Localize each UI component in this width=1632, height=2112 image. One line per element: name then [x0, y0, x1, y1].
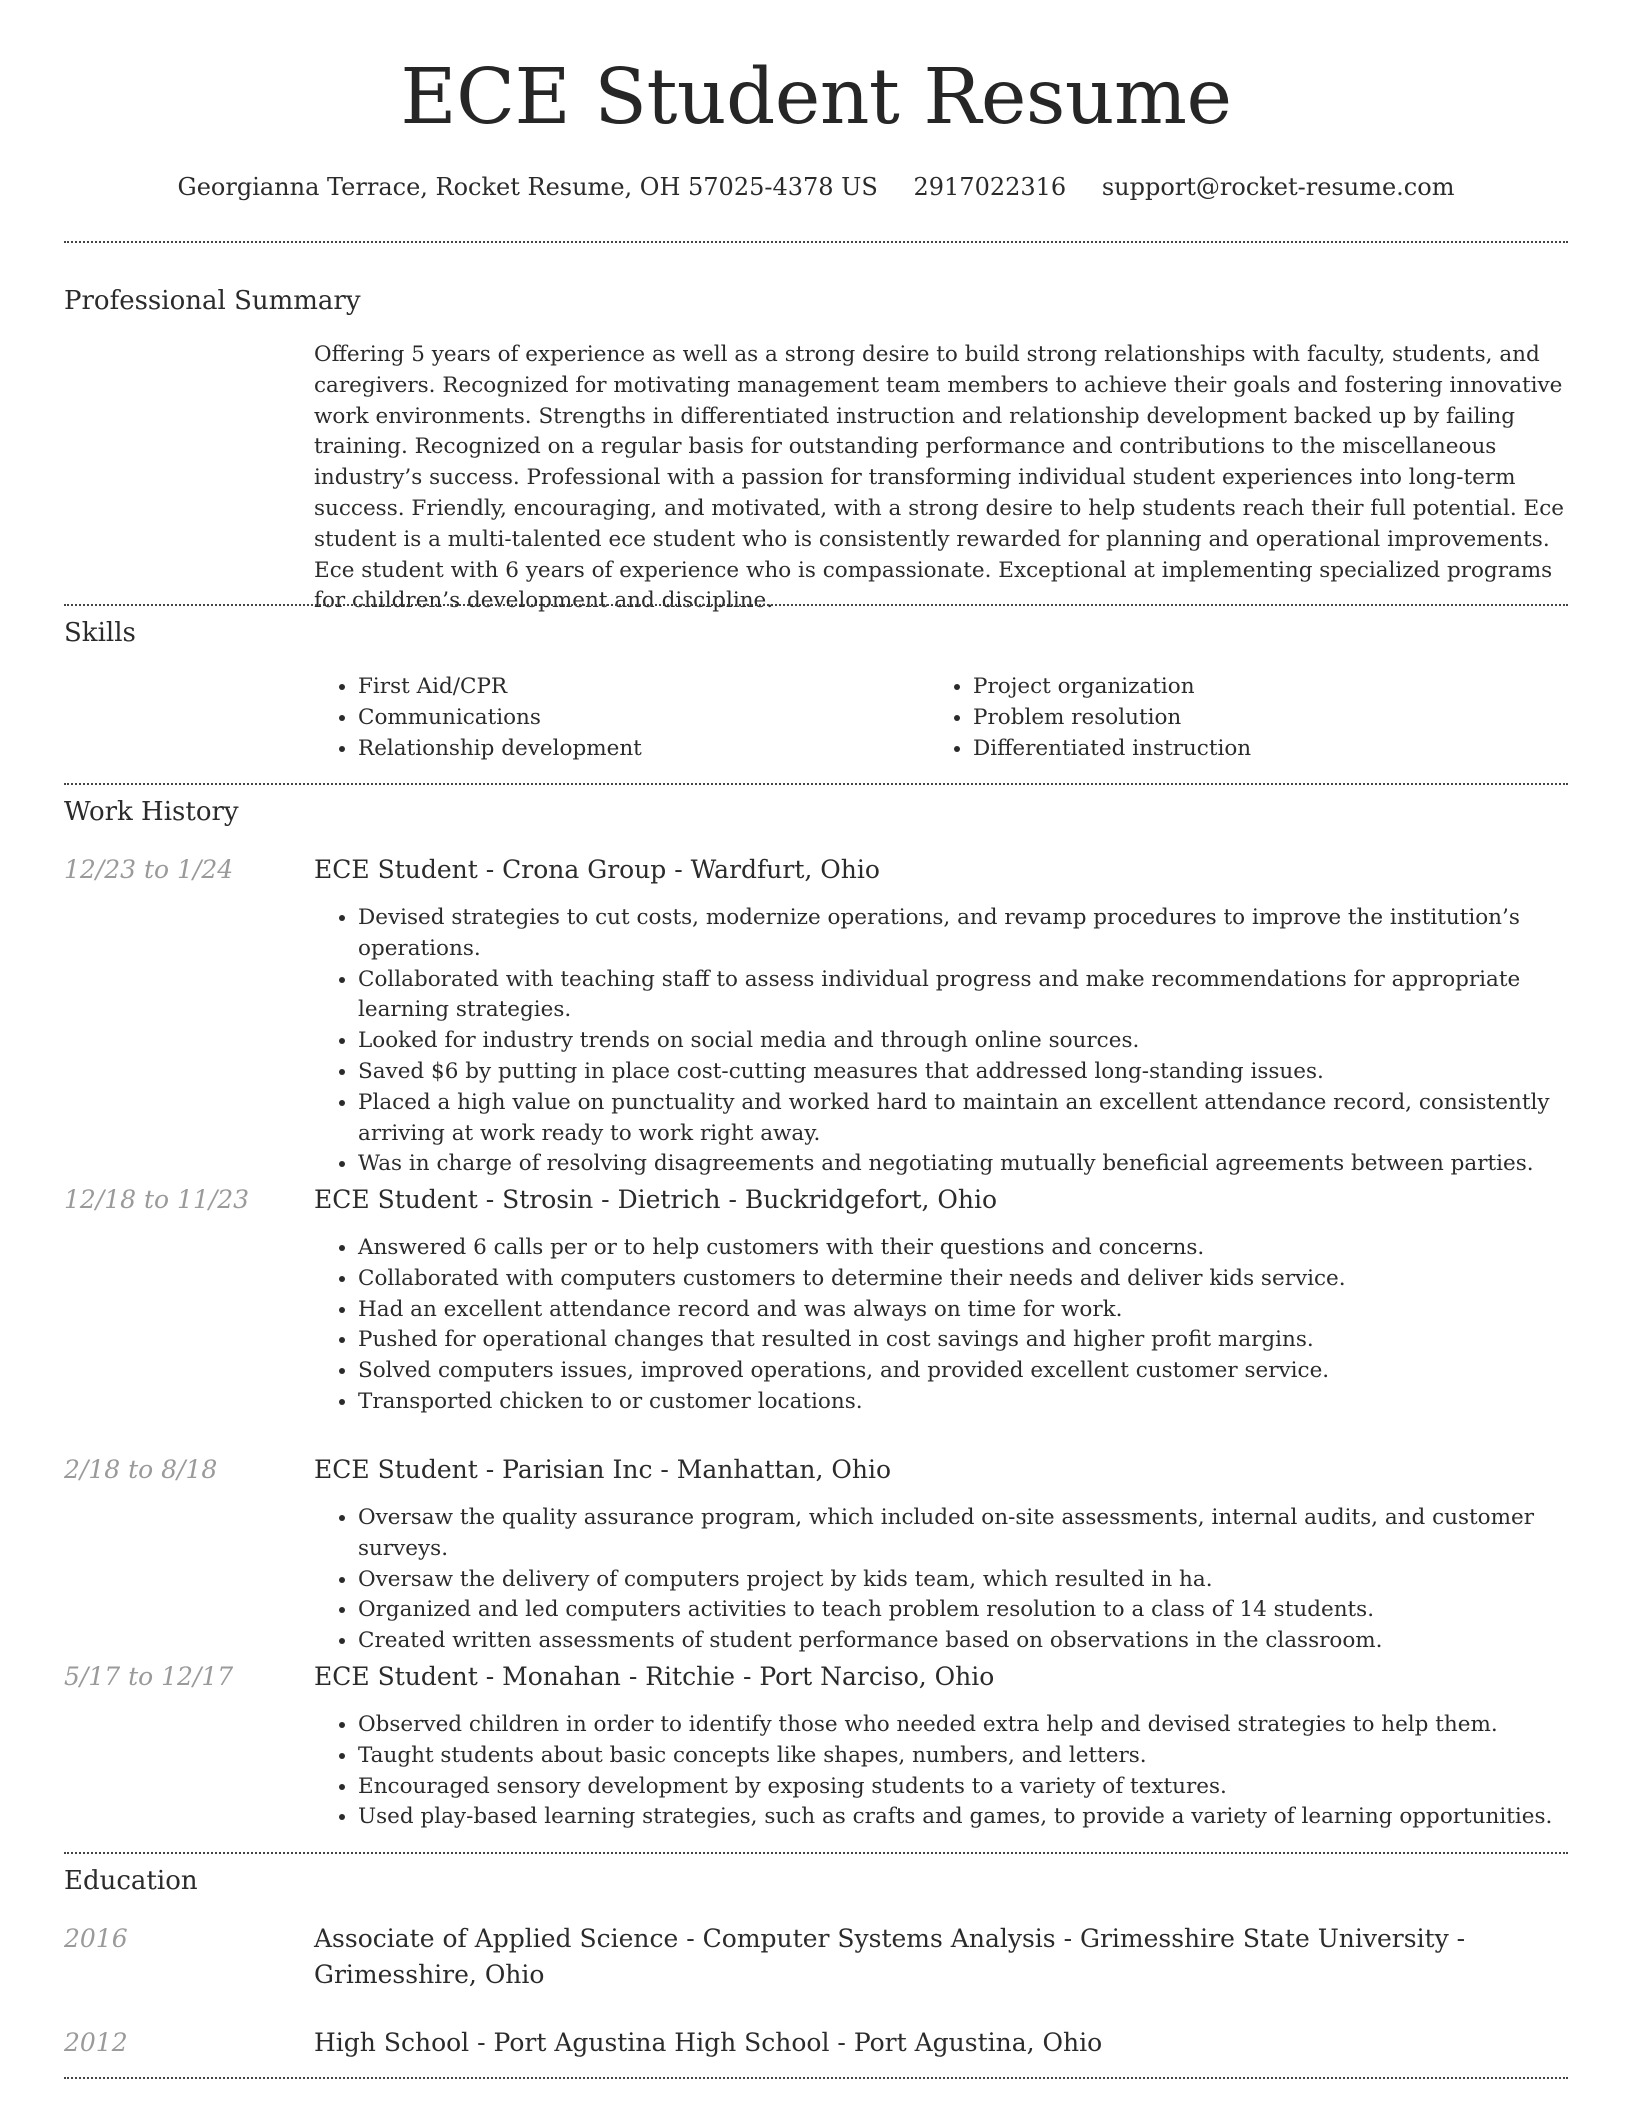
skills-column-right [929, 672, 1544, 764]
section-title-work: Work History [64, 797, 239, 827]
job-date: 12/18 to 11/23 [64, 1185, 250, 1214]
skill-item: • Communications [358, 703, 929, 734]
job-bullet: • Organized and led computers activities to teach problem resolution to a class of 14 students. [358, 1595, 1574, 1626]
job-date: 5/17 to 12/17 [64, 1662, 234, 1691]
job-bullets [314, 1710, 1574, 1833]
job-bullet: • Oversaw the quality assurance program, which included on-site assessments, internal audits, and customer surveys. [358, 1503, 1574, 1565]
skill-item: • Differentiated instruction [973, 734, 1544, 765]
job-bullet: • Encouraged sensory development by exposing students to a variety of textures. [358, 1772, 1574, 1803]
skill-item: • Problem resolution [973, 703, 1544, 734]
job-bullet: • Answered 6 calls per or to help customers with their questions and concerns. [358, 1233, 1574, 1264]
skills-list [314, 672, 1568, 764]
contact-line [0, 170, 1632, 204]
job-bullet: • Used play-based learning strategies, such as crafts and games, to provide a variety of learning opportunities. [358, 1802, 1574, 1833]
divider [64, 2077, 1568, 2079]
education-heading: Associate of Applied Science - Computer Systems Analysis - Grimesshire State University - Grimesshire, Ohio [314, 1924, 1466, 1989]
job-heading: ECE Student - Strosin - Dietrich - Buckridgefort, Ohio [314, 1185, 998, 1214]
job-bullets [314, 1233, 1574, 1418]
job-bullet: • Transported chicken to or customer locations. [358, 1387, 1574, 1418]
education-date: 2012 [64, 2028, 128, 2057]
divider [64, 783, 1568, 785]
job-bullet: • Placed a high value on punctuality and worked hard to maintain an excellent attendance record, consistently arriving at work ready to work right away. [358, 1088, 1574, 1150]
job-bullet: • Looked for industry trends on social media and through online sources. [358, 1026, 1574, 1057]
section-title-summary: Professional Summary [64, 286, 361, 316]
job-bullet: • Solved computers issues, improved operations, and provided excellent customer service. [358, 1356, 1574, 1387]
divider [64, 1852, 1568, 1854]
education-date: 2016 [64, 1924, 128, 1953]
job-bullets [314, 1503, 1574, 1657]
job-bullets [314, 903, 1574, 1180]
contact-phone: 2917022316 [913, 173, 1067, 201]
job-date: 2/18 to 8/18 [64, 1455, 218, 1484]
job-bullet: • Oversaw the delivery of computers project by kids team, which resulted in ha. [358, 1565, 1574, 1596]
job-bullet: • Observed children in order to identify those who needed extra help and devised strategies to help them. [358, 1710, 1574, 1741]
summary-text: Offering 5 years of experience as well as a strong desire to build strong relationships with faculty, students, and caregivers. Recognized for motivating management team members to achieve their goals and fostering innovative work environments. Strengths in differentiated instruction and relationship development backed up by failing training. Recognized on a regular basis for outstanding performance and contributions to the miscellaneous industry’s success. Professional with a passion for transforming individual student experiences into long-term success. Friendly, encouraging, and motivated, with a strong desire to help students reach their full potential. Ece student is a multi-talented ece student who is consistently rewarded for planning and operational improvements. Ece student with 6 years of experience who is compassionate. Exceptional at implementing specialized programs for children’s development and discipline. [314, 342, 1564, 614]
skill-item: • Relationship development [358, 734, 929, 765]
job-heading: ECE Student - Parisian Inc - Manhattan, Ohio [314, 1455, 892, 1484]
divider [64, 604, 1568, 606]
contact-email: support@rocket-resume.com [1101, 173, 1455, 201]
job-bullet: • Had an excellent attendance record and was always on time for work. [358, 1295, 1574, 1326]
job-heading: ECE Student - Crona Group - Wardfurt, Ohio [314, 855, 880, 884]
contact-address: Georgianna Terrace, Rocket Resume, OH 57025-4378 US [177, 173, 878, 201]
education-heading: High School - Port Agustina High School - Port Agustina, Ohio [314, 2028, 1103, 2057]
skills-column-left [314, 672, 929, 764]
job-bullet: • Was in charge of resolving disagreements and negotiating mutually beneficial agreements between parties. [358, 1149, 1574, 1180]
job-bullet: • Devised strategies to cut costs, modernize operations, and revamp procedures to improve the institution’s operations. [358, 903, 1574, 965]
job-bullet: • Taught students about basic concepts like shapes, numbers, and letters. [358, 1741, 1574, 1772]
section-title-skills: Skills [64, 618, 136, 648]
skill-item: • Project organization [973, 672, 1544, 703]
job-heading: ECE Student - Monahan - Ritchie - Port Narciso, Ohio [314, 1662, 995, 1691]
resume-title: ECE Student Resume [400, 53, 1232, 142]
job-bullet: • Saved $6 by putting in place cost-cutting measures that addressed long-standing issues. [358, 1057, 1574, 1088]
job-bullet: • Created written assessments of student performance based on observations in the classroom. [358, 1626, 1574, 1657]
job-date: 12/23 to 1/24 [64, 855, 234, 884]
job-bullet: • Collaborated with computers customers to determine their needs and deliver kids service. [358, 1264, 1574, 1295]
divider [64, 241, 1568, 243]
job-bullet: • Pushed for operational changes that resulted in cost savings and higher profit margins. [358, 1325, 1574, 1356]
section-title-education: Education [64, 1866, 198, 1896]
job-bullet: • Collaborated with teaching staff to assess individual progress and make recommendations for appropriate learning strategies. [358, 965, 1574, 1027]
skill-item: • First Aid/CPR [358, 672, 929, 703]
